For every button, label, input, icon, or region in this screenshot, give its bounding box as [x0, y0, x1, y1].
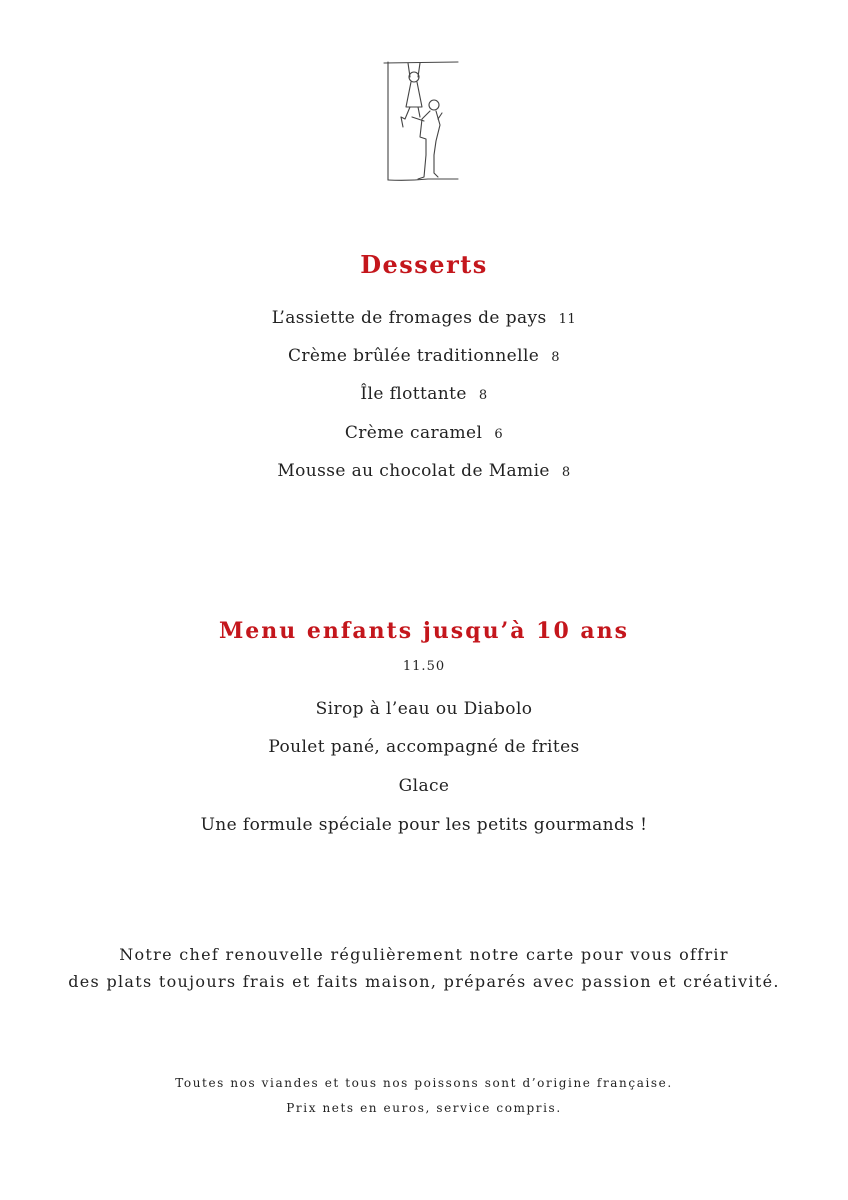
footer-origin-note: Toutes nos viandes et tous nos poissons sont d’origine française.	[175, 1076, 673, 1090]
dessert-price: 8	[478, 388, 488, 403]
dessert-item	[0, 421, 848, 445]
dessert-item	[0, 306, 848, 330]
kids-menu-line: Poulet pané, accompagné de frites	[268, 737, 580, 757]
kids-menu-line: Glace	[398, 776, 450, 796]
dessert-price: 6	[494, 427, 504, 442]
dessert-name: L’assiette de fromages de pays	[271, 308, 547, 328]
kids-menu-price: 11.50	[402, 659, 446, 674]
dessert-name: Crème brûlée traditionnelle	[287, 346, 540, 366]
dessert-item	[0, 344, 848, 368]
kids-menu-line: Sirop à l’eau ou Diabolo	[315, 699, 533, 719]
dessert-name: Mousse au chocolat de Mamie	[277, 461, 550, 481]
dessert-price: 11	[558, 312, 577, 327]
dessert-item	[0, 459, 848, 483]
climbing-children-logo-icon	[378, 55, 464, 187]
chef-note-line: Notre chef renouvelle régulièrement notre carte pour vous offrir	[119, 945, 729, 964]
dessert-price: 8	[561, 465, 571, 480]
kids-menu-line: Une formule spéciale pour les petits gourmands !	[200, 815, 648, 835]
dessert-name: Crème caramel	[344, 423, 483, 443]
dessert-item	[0, 382, 848, 406]
desserts-title: Desserts	[360, 250, 488, 279]
kids-menu-title: Menu enfants jusqu’à 10 ans	[218, 618, 630, 644]
dessert-name: Île flottante	[360, 384, 467, 404]
dessert-price: 8	[551, 350, 561, 365]
chef-note-line: des plats toujours frais et faits maison, préparés avec passion et créativité.	[68, 972, 780, 991]
footer-price-note: Prix nets en euros, service compris.	[286, 1101, 562, 1115]
